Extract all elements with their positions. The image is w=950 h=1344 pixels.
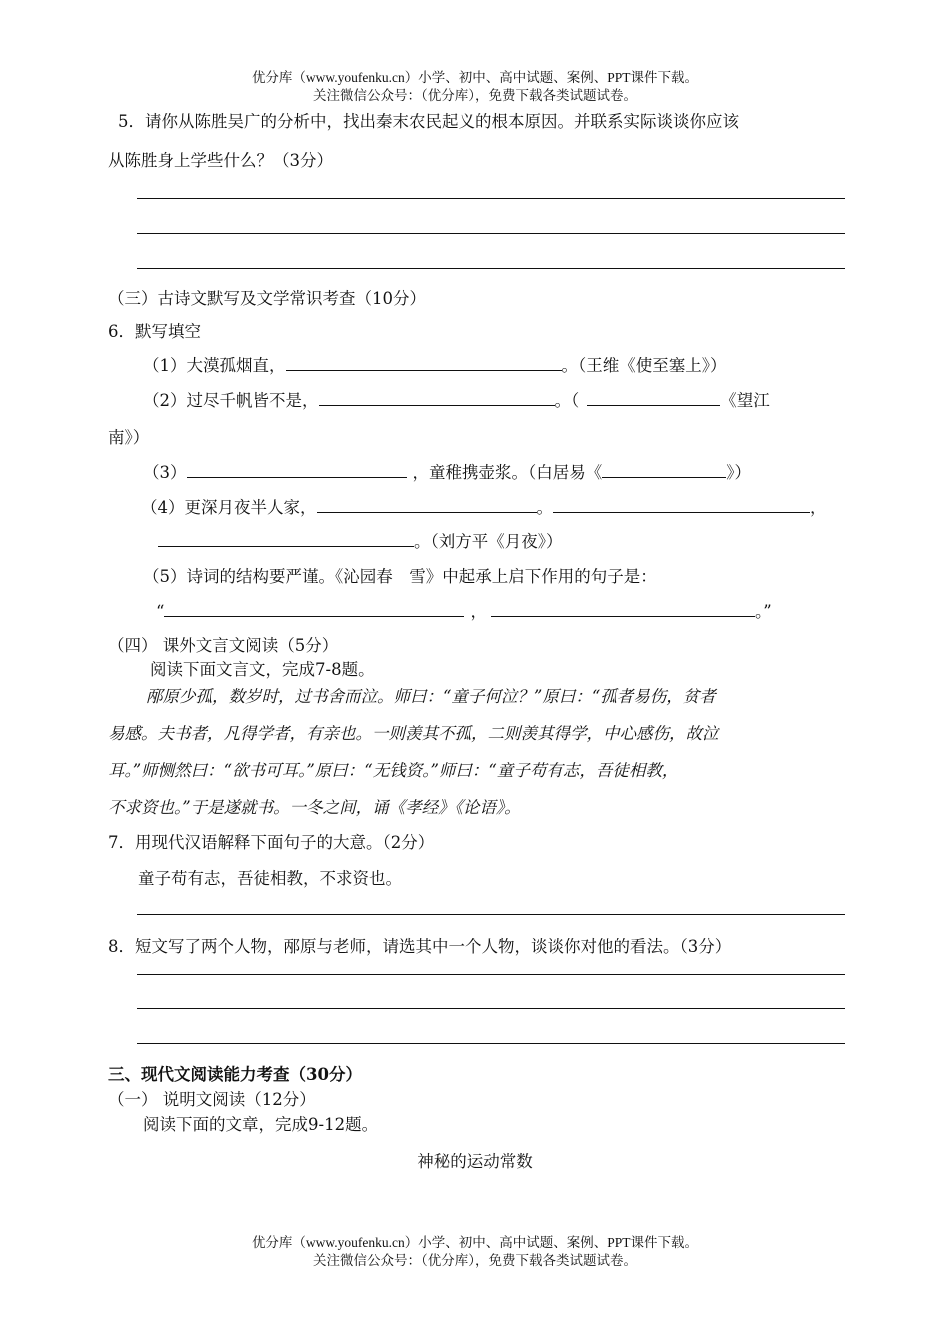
blank[interactable] (187, 462, 407, 478)
blank[interactable] (158, 531, 414, 547)
passage-line-4: 不求资也。”于是遂就书。一冬之间，诵《孝经》《论语》。 (108, 798, 521, 817)
q6-item-5-answer: “ ， 。” (156, 602, 772, 621)
blank[interactable] (317, 497, 537, 513)
blank[interactable] (491, 601, 755, 617)
answer-line[interactable] (137, 1043, 845, 1044)
blank[interactable] (587, 390, 720, 406)
header-line-2: 关注微信公众号：（优分库），免费下载各类试题试卷。 (313, 88, 637, 103)
q6-item-4-cont: 。（刘方平《月夜》） (158, 528, 563, 552)
footer-line-2: 关注微信公众号：（优分库），免费下载各类试题试卷。 (313, 1253, 637, 1268)
q6-item-3: （3） ，童稚携壶浆。（白居易《 》） (143, 463, 751, 482)
footer-line-1: 优分库（www.youfenku.cn）小学、初中、高中试题、案例、PPT课件下载。 (251, 1235, 699, 1250)
section-4-intro: 阅读下面文言文，完成7-8题。 (150, 660, 375, 679)
blank[interactable] (164, 601, 464, 617)
answer-line[interactable] (137, 268, 845, 269)
part-3-sub-heading: （一） 说明文阅读（12分） (108, 1090, 316, 1109)
blank[interactable] (319, 390, 555, 406)
q6-item-1: （1）大漠孤烟直， 。（王维《使至塞上》） (143, 356, 727, 375)
section-4-heading: （四） 课外文言文阅读（5分） (108, 636, 339, 655)
q6-item-4: （4）更深月夜半人家， 。 ， (141, 498, 827, 517)
q6-item-2: （2）过尽千帆皆不是， 。（ 《望江 (143, 391, 770, 410)
q6-item-2-cont: 南》） (108, 428, 150, 447)
answer-line[interactable] (137, 974, 845, 975)
blank[interactable] (286, 355, 562, 371)
q7-sentence: 童子苟有志，吾徒相教，不求资也。 (138, 869, 402, 888)
part-3-intro: 阅读下面的文章，完成9-12题。 (143, 1115, 379, 1134)
header-line-1: 优分库（www.youfenku.cn）小学、初中、高中试题、案例、PPT课件下载。 (251, 70, 699, 85)
blank[interactable] (553, 497, 810, 513)
answer-line[interactable] (137, 233, 845, 234)
q5-line-2: 从陈胜身上学些什么？（3分） (108, 151, 333, 170)
article-title: 神秘的运动常数 (417, 1152, 533, 1171)
blank[interactable] (602, 462, 726, 478)
section-3-heading: （三）古诗文默写及文学常识考查（10分） (108, 289, 426, 308)
q6-title: 6．默写填空 (108, 322, 201, 341)
passage-line-1: 邴原少孤，数岁时，过书舍而泣。师曰：“童子何泣？”原曰：“孤者易伤，贫者 (146, 687, 716, 706)
part-3-heading: 三、现代文阅读能力考查（30分） (108, 1065, 362, 1084)
passage-line-2: 易感。夫书者，凡得学者，有亲也。一则羡其不孤，二则羡其得学，中心感伤，故泣 (108, 724, 719, 743)
answer-line[interactable] (137, 1008, 845, 1009)
q5-line-1: 5．请你从陈胜吴广的分析中，找出秦末农民起义的根本原因。并联系实际谈谈你应该 (118, 112, 739, 131)
answer-line[interactable] (137, 198, 845, 199)
q6-item-5: （5）诗词的结构要严谨。《沁园春 雪》中起承上启下作用的句子是： (143, 567, 657, 586)
q7-title: 7．用现代汉语解释下面句子的大意。（2分） (108, 833, 435, 852)
answer-line[interactable] (137, 914, 845, 915)
passage-line-3: 耳。”师恻然曰：“欲书可耳。”原曰：“无钱资。”师曰：“童子苟有志，吾徒相教， (108, 761, 679, 780)
q8-title: 8．短文写了两个人物，邴原与老师，请选其中一个人物，谈谈你对他的看法。（3分） (108, 937, 732, 956)
